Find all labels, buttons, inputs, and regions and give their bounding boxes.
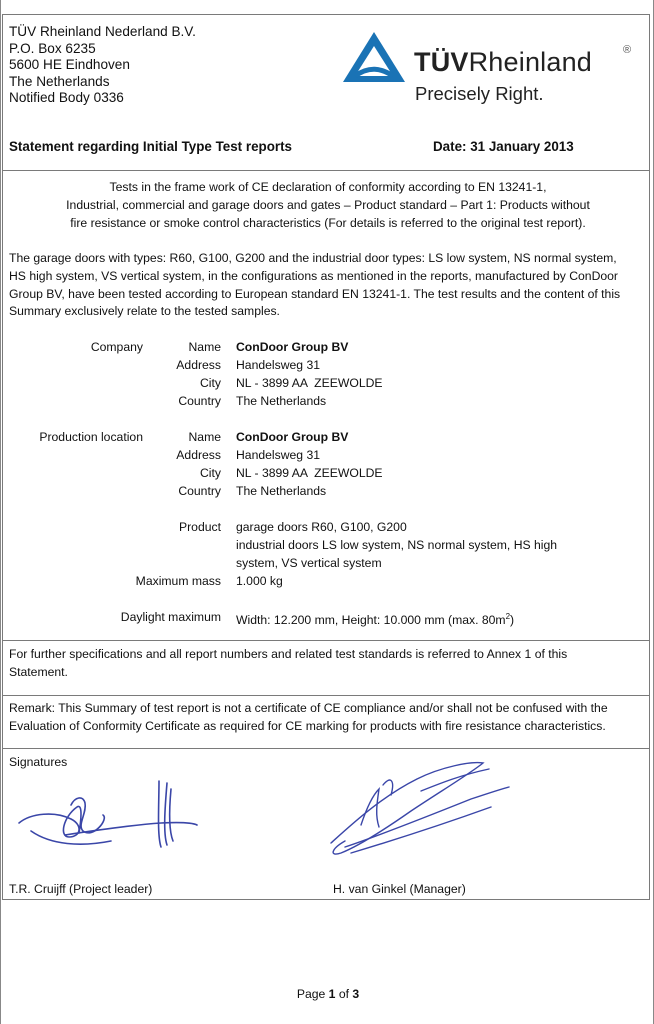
description-line: Summary exclusively relate to the tested samples. xyxy=(9,304,280,319)
daylight-label: Daylight maximum xyxy=(120,610,221,624)
company-address-label: Address xyxy=(176,358,221,372)
product-label: Product xyxy=(178,520,221,534)
logo-tagline: Precisely Right. xyxy=(415,83,544,104)
further-specifications xyxy=(9,645,643,681)
signature-van-ginkel xyxy=(321,755,521,865)
intro-line: Industrial, commercial and garage doors and gates – Product standard – Part 1: Products without xyxy=(66,198,590,213)
address-line: Notified Body 0336 xyxy=(9,90,124,106)
address-line: The Netherlands xyxy=(9,73,110,89)
logo-wordmark: TÜVRheinland xyxy=(414,47,593,77)
remark-line: Evaluation of Conformity Certificate as required for CE marking for products with fire resistance characteristics. xyxy=(9,719,606,733)
production-name-label: Name xyxy=(188,430,221,444)
intro-line: fire resistance or smoke control characteristics (For details is referred to the original test report). xyxy=(70,216,586,231)
product-line: garage doors R60, G100, G200 xyxy=(236,520,407,534)
product-line: system, VS vertical system xyxy=(236,556,382,570)
company-address: Handelsweg 31 xyxy=(236,358,321,372)
address-line: TÜV Rheinland Nederland B.V. xyxy=(9,24,196,39)
address-line: 5600 HE Eindhoven xyxy=(9,57,130,73)
intro-line: Tests in the frame work of CE declaration of conformity according to EN 13241-1, xyxy=(109,180,547,194)
divider xyxy=(2,748,650,749)
production-name: ConDoor Group BV xyxy=(236,430,349,444)
signatory-right: H. van Ginkel (Manager) xyxy=(333,882,466,896)
registered-mark: ® xyxy=(623,44,632,56)
production-country: The Netherlands xyxy=(236,484,327,498)
production-city: NL - 3899 AA ZEEWOLDE xyxy=(236,466,383,480)
max-mass-label: Maximum mass xyxy=(135,574,221,588)
address-line: P.O. Box 6235 xyxy=(9,40,96,56)
signatory-left: T.R. Cruijff (Project leader) xyxy=(9,882,153,896)
description-line: HS high system, VS vertical system, in the configurations as mentioned in the reports, manufactured by ConDoor xyxy=(9,268,618,283)
further-line: Statement. xyxy=(9,665,68,679)
divider xyxy=(2,170,650,171)
signature-cruijff xyxy=(11,775,211,865)
divider xyxy=(2,695,650,696)
production-address: Handelsweg 31 xyxy=(236,448,321,462)
company-city-label: City xyxy=(200,376,221,390)
statement-title: Statement regarding Initial Type Test reports xyxy=(9,139,292,154)
signatures-heading: Signatures xyxy=(9,755,68,769)
company-name-label: Name xyxy=(188,340,221,354)
further-line: For further specifications and all report numbers and related test standards is referred to Annex 1 of this xyxy=(9,647,568,661)
production-section-label: Production location xyxy=(39,430,143,444)
company-name: ConDoor Group BV xyxy=(236,340,349,354)
max-mass-value: 1.000 kg xyxy=(236,574,283,588)
description-line: The garage doors with types: R60, G100, G200 and the industrial door types: LS low system, NS normal system, xyxy=(9,251,617,265)
remark-line: Remark: This Summary of test report is not a certificate of CE compliance and/or shall not be confused with the xyxy=(9,701,608,715)
intro-text xyxy=(31,178,625,233)
triangle-logo-icon xyxy=(341,30,407,86)
page-number: Page 1 of 3 xyxy=(296,987,360,1001)
company-country-label: Country xyxy=(178,394,221,408)
tuv-logo xyxy=(341,30,641,110)
company-city: NL - 3899 AA ZEEWOLDE xyxy=(236,376,383,390)
divider xyxy=(2,640,650,641)
production-city-label: City xyxy=(200,466,221,480)
description-paragraph xyxy=(9,250,645,321)
sender-address xyxy=(9,24,196,107)
statement-date: Date: 31 January 2013 xyxy=(433,139,574,154)
production-country-label: Country xyxy=(178,484,221,498)
company-section-label: Company xyxy=(90,340,143,354)
remark xyxy=(9,699,643,735)
company-country: The Netherlands xyxy=(236,394,327,408)
description-line: Group BV, have been tested according to European standard EN 13241-1. The test results and the content of this xyxy=(9,286,621,301)
daylight-value: Width: 12.200 mm, Height: 10.000 mm (max. $80m^2$) xyxy=(236,612,515,628)
product-line: industrial doors LS low system, NS normal system, HS high xyxy=(236,538,558,552)
production-address-label: Address xyxy=(176,448,221,462)
